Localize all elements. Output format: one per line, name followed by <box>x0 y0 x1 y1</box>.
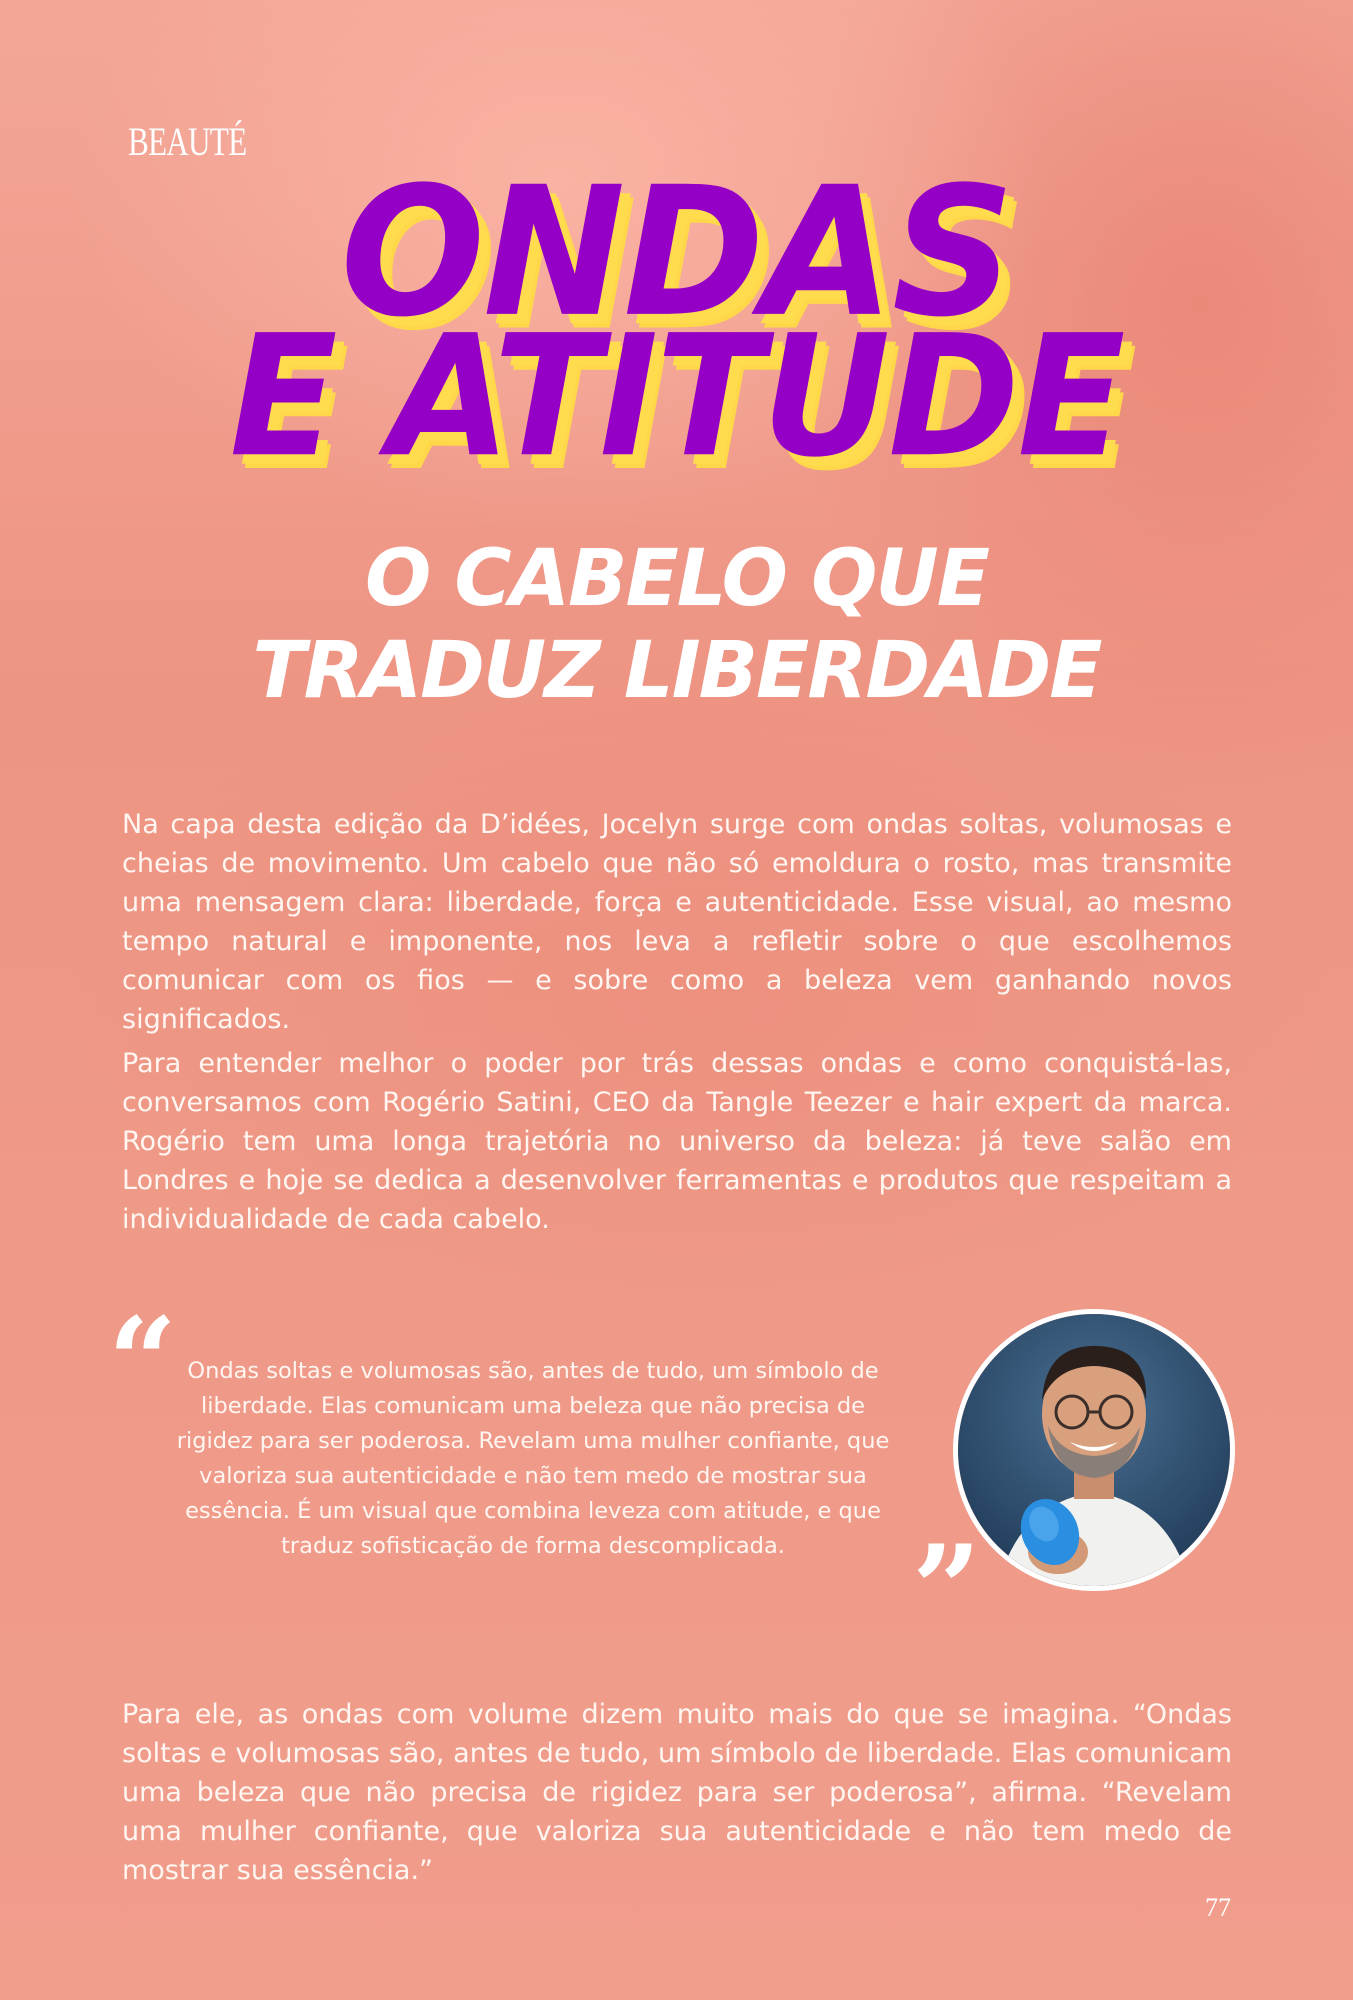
subtitle-line-2: TRADUZ LIBERDADE <box>252 626 1101 716</box>
body-paragraph-2: Para entender melhor o poder por trás dessas ondas e como conquistá-las, conversamos com Rogério Satini, CEO da Tangle Teezer e hair expert da marca. Rogério tem uma longa trajetória no universo da beleza: já teve salão em Londres e hoje se dedica a desenvolver ferramentas e produtos que respeitam a individualidade de cada cabelo. <box>122 1048 1232 1235</box>
body-paragraph-3: Para ele, as ondas com volume dizem muito mais do que se imagina. “Ondas soltas e volumosas são, antes de tudo, um símbolo de liberdade. Elas comunicam uma beleza que não precisa de rigidez para ser poderosa”, afirma. “Revelam uma mulher confiante, que valoriza sua autenticidade e não tem medo de mostrar sua essência.” <box>122 1699 1232 1886</box>
portrait-illustration <box>958 1314 1230 1586</box>
headline-line-1: ONDAS <box>340 149 1013 357</box>
section-label: BEAUTÉ <box>128 119 247 164</box>
pull-quote-text: Ondas soltas e volumosas são, antes de tudo, um símbolo de liberdade. Elas comunicam uma beleza que não precisa de rigidez para ser poderosa. Revelam uma mulher confiante, que valoriza sua autenticidade e não tem medo de mostrar sua essência. É um visual que combina leveza com atitude, e que traduz sofisticação de forma descomplicada. <box>176 1358 890 1559</box>
portrait-photo <box>953 1309 1235 1591</box>
headline-line-2: E ATITUDE <box>229 299 1124 495</box>
page-number: 77 <box>1205 1893 1231 1922</box>
body-paragraph-1: Na capa desta edição da D’idées, Jocelyn surge com ondas soltas, volumosas e cheias de movimento. Um cabelo que não só emoldura o rosto, mas transmite uma mensagem clara: liberdade, força e autenticidade. Esse visual, ao mesmo tempo natural e imponente, nos leva a refletir sobre o que escolhemos comunicar com os fios — e sobre como a beleza vem ganhando novos significados. <box>122 809 1232 1035</box>
subtitle-line-1: O CABELO QUE <box>364 534 989 624</box>
close-quote-mark: ” <box>912 1519 982 1660</box>
open-quote-mark: “ <box>108 1291 178 1432</box>
